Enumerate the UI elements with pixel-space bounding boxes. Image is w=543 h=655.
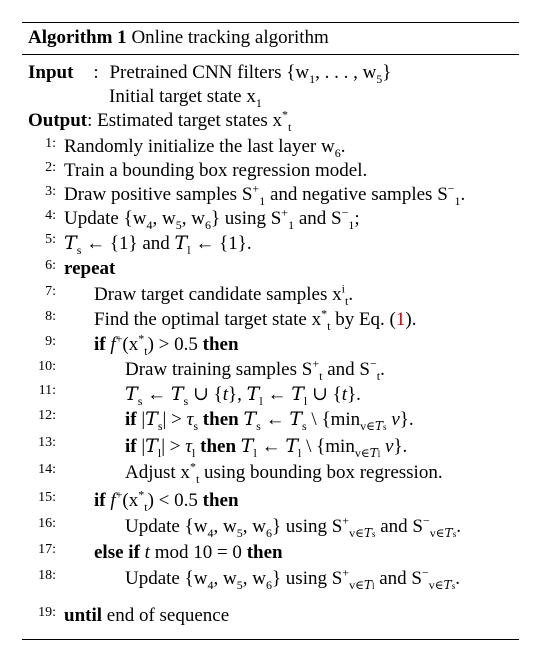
caption-label: Algorithm 1 xyxy=(28,27,127,48)
top-rule xyxy=(22,22,519,23)
output-line: Output: Estimated target states $x^*_t$ xyxy=(28,107,292,134)
input-label: Input xyxy=(28,62,74,83)
input-text-2: Initial target state x xyxy=(109,86,256,107)
bottom-rule xyxy=(22,639,519,640)
eq-ref-link[interactable]: 1 xyxy=(395,309,406,330)
algorithm-caption xyxy=(28,27,329,49)
input-sep: : xyxy=(93,62,99,83)
caption-title: Online tracking algorithm xyxy=(131,27,329,48)
output-label: Output xyxy=(28,110,88,131)
input-line-1: Input : Pretrained CNN filters {$w_1$, . . . , $w_5$} xyxy=(28,62,392,86)
caption-rule xyxy=(22,54,519,55)
input-line-2: Initial target state $x_1$ xyxy=(109,86,262,110)
input-text-1: Pretrained CNN filters {w xyxy=(109,62,310,83)
output-text: Estimated target states x xyxy=(97,110,283,131)
